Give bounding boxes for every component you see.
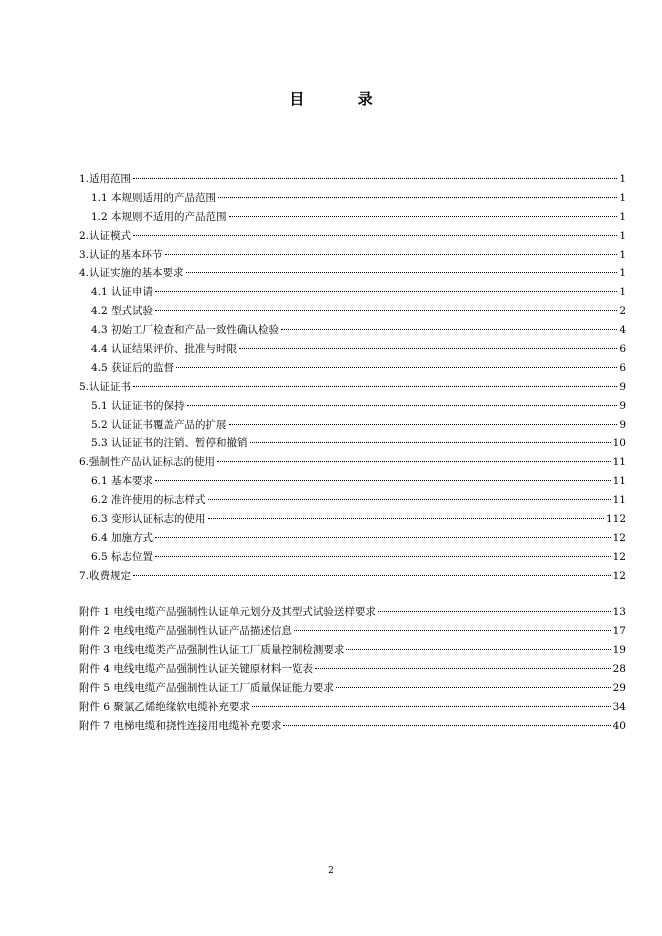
dot-leader bbox=[218, 197, 617, 198]
dot-leader bbox=[378, 611, 611, 612]
toc-entry[interactable] bbox=[79, 510, 626, 529]
toc-entry-page: 10 bbox=[612, 437, 626, 450]
toc-entry-label: 5.1 认证证书的保持 bbox=[91, 399, 185, 412]
attachment-entry-page: 17 bbox=[612, 625, 626, 637]
toc-entry-page: 9 bbox=[619, 380, 626, 393]
toc-entry-page: 1 bbox=[619, 286, 626, 299]
toc-entry-page: 112 bbox=[605, 513, 626, 526]
attachments-list bbox=[79, 603, 626, 736]
toc-entry[interactable] bbox=[79, 189, 626, 208]
toc-entry[interactable] bbox=[79, 359, 626, 378]
attachment-entry-label: 附件 6 聚氯乙烯绝缘软电缆补充要求 bbox=[79, 701, 250, 713]
toc-entry[interactable] bbox=[79, 529, 626, 548]
toc-entry[interactable] bbox=[79, 472, 626, 491]
dot-leader bbox=[294, 630, 611, 631]
toc-entry-page: 9 bbox=[619, 418, 626, 431]
attachment-entry[interactable] bbox=[79, 603, 626, 622]
toc-entry-page: 1 bbox=[619, 248, 626, 261]
toc-entry-page: 4 bbox=[619, 324, 626, 337]
toc-entry-page: 11 bbox=[612, 456, 626, 469]
toc-entry-label: 5.认证证书 bbox=[79, 380, 132, 393]
toc-entry-label: 6.4 加施方式 bbox=[91, 531, 154, 544]
toc-entry[interactable] bbox=[79, 227, 626, 246]
dot-leader bbox=[155, 310, 617, 311]
toc-entry-label: 4.1 认证申请 bbox=[91, 286, 154, 299]
dot-leader bbox=[250, 442, 611, 443]
dot-leader bbox=[176, 367, 617, 368]
toc-entry[interactable] bbox=[79, 453, 626, 472]
toc-entry-label: 1.适用范围 bbox=[79, 173, 132, 185]
toc-entry-page: 12 bbox=[612, 531, 626, 544]
attachment-entry-label: 附件 5 电线电缆产品强制性认证工厂质量保证能力要求 bbox=[79, 682, 334, 694]
attachment-entry-page: 29 bbox=[612, 682, 626, 694]
toc-entry-label: 5.2 认证证书覆盖产品的扩展 bbox=[91, 418, 227, 431]
dot-leader bbox=[155, 480, 611, 481]
attachment-entry-label: 附件 4 电线电缆产品强制性认证关键原材料一览表 bbox=[79, 663, 313, 675]
toc-entry[interactable] bbox=[79, 283, 626, 302]
dot-leader bbox=[155, 291, 617, 292]
toc-entry-page: 11 bbox=[612, 475, 626, 488]
dot-leader bbox=[165, 254, 618, 255]
toc-entry-label: 6.3 变形认证标志的使用 bbox=[91, 513, 206, 526]
attachment-entry[interactable] bbox=[79, 622, 626, 641]
toc-entry-label: 2.认证模式 bbox=[79, 229, 132, 242]
attachment-entry-label: 附件 7 电梯电缆和挠性连接用电缆补充要求 bbox=[79, 720, 282, 732]
attachment-entry-label: 附件 1 电线电缆产品强制性认证单元划分及其型式试验送样要求 bbox=[79, 606, 376, 618]
dot-leader bbox=[315, 668, 611, 669]
toc-entry-page: 12 bbox=[612, 550, 626, 563]
toc-entry-label: 6.强制性产品认证标志的使用 bbox=[79, 456, 216, 469]
toc-entry-label: 4.认证实施的基本要求 bbox=[79, 267, 184, 280]
toc-entry[interactable] bbox=[79, 340, 626, 359]
toc-entry-label: 4.4 认证结果评价、批准与时限 bbox=[91, 343, 238, 356]
toc-entry-label: 4.5 获证后的监督 bbox=[91, 361, 175, 374]
toc-entry-label: 4.3 初始工厂检查和产品一致性确认检验 bbox=[91, 324, 280, 337]
toc-entry-page: 2 bbox=[619, 305, 626, 318]
dot-leader bbox=[133, 386, 617, 387]
dot-leader bbox=[239, 348, 617, 349]
dot-leader bbox=[133, 178, 617, 179]
attachment-entry[interactable] bbox=[79, 641, 626, 660]
dot-leader bbox=[133, 235, 617, 236]
dot-leader bbox=[283, 725, 610, 726]
dot-leader bbox=[229, 424, 618, 425]
toc-entry[interactable] bbox=[79, 434, 626, 453]
toc-entry-label: 1.1 本规则适用的产品范围 bbox=[91, 191, 217, 204]
toc-entry-label: 1.2 本规则不适用的产品范围 bbox=[91, 210, 227, 223]
dot-leader bbox=[187, 405, 618, 406]
attachment-entry[interactable] bbox=[79, 660, 626, 679]
attachment-entry[interactable] bbox=[79, 717, 626, 736]
table-of-contents bbox=[79, 170, 626, 586]
dot-leader bbox=[229, 216, 618, 217]
attachment-entry-label: 附件 2 电线电缆产品强制性认证产品描述信息 bbox=[79, 625, 292, 637]
toc-entry-page: 1 bbox=[619, 229, 626, 242]
dot-leader bbox=[208, 518, 604, 519]
dot-leader bbox=[155, 537, 611, 538]
toc-entry[interactable] bbox=[79, 416, 626, 435]
attachment-entry[interactable] bbox=[79, 679, 626, 698]
toc-entry-label: 7.收费规定 bbox=[79, 569, 132, 582]
dot-leader bbox=[208, 499, 611, 500]
toc-entry[interactable] bbox=[79, 321, 626, 340]
toc-entry[interactable] bbox=[79, 397, 626, 416]
toc-entry-label: 4.2 型式试验 bbox=[91, 305, 154, 318]
toc-entry[interactable] bbox=[79, 302, 626, 321]
page-title: 目 录 bbox=[289, 90, 397, 108]
attachment-entry-label: 附件 3 电线电缆类产品强制性认证工厂质量控制检测要求 bbox=[79, 644, 345, 656]
toc-entry[interactable] bbox=[79, 208, 626, 227]
page-number: 2 bbox=[328, 866, 334, 876]
toc-entry-page: 6 bbox=[619, 343, 626, 356]
dot-leader bbox=[133, 575, 611, 576]
dot-leader bbox=[186, 272, 618, 273]
attachment-entry-page: 28 bbox=[612, 663, 626, 675]
toc-entry-label: 6.2 准许使用的标志样式 bbox=[91, 494, 206, 507]
toc-entry[interactable] bbox=[79, 170, 626, 189]
toc-entry[interactable] bbox=[79, 567, 626, 586]
dot-leader bbox=[155, 556, 611, 557]
attachment-entry-page: 19 bbox=[612, 644, 626, 656]
dot-leader bbox=[346, 649, 610, 650]
toc-entry-page: 1 bbox=[619, 210, 626, 223]
dot-leader bbox=[281, 329, 617, 330]
toc-entry-page: 1 bbox=[619, 267, 626, 280]
toc-entry-label: 6.5 标志位置 bbox=[91, 550, 154, 563]
dot-leader bbox=[217, 461, 611, 462]
toc-entry-page: 12 bbox=[612, 569, 626, 582]
toc-entry-page: 9 bbox=[619, 399, 626, 412]
toc-entry-label: 6.1 基本要求 bbox=[91, 475, 154, 488]
attachment-entry[interactable] bbox=[79, 698, 626, 717]
toc-entry-page: 11 bbox=[612, 494, 626, 507]
attachment-entry-page: 13 bbox=[612, 606, 626, 618]
toc-entry[interactable] bbox=[79, 548, 626, 567]
toc-entry-label: 5.3 认证证书的注销、暂停和撤销 bbox=[91, 437, 248, 450]
attachment-entry-page: 40 bbox=[612, 720, 626, 732]
dot-leader bbox=[252, 706, 611, 707]
toc-entry[interactable] bbox=[79, 264, 626, 283]
toc-entry-page: 1 bbox=[619, 173, 626, 185]
toc-entry[interactable] bbox=[79, 378, 626, 397]
toc-entry-page: 1 bbox=[619, 191, 626, 204]
toc-entry-label: 3.认证的基本环节 bbox=[79, 248, 163, 261]
attachment-entry-page: 34 bbox=[612, 701, 626, 713]
toc-entry[interactable] bbox=[79, 246, 626, 265]
dot-leader bbox=[336, 687, 611, 688]
toc-entry-page: 6 bbox=[619, 361, 626, 374]
toc-entry[interactable] bbox=[79, 491, 626, 510]
